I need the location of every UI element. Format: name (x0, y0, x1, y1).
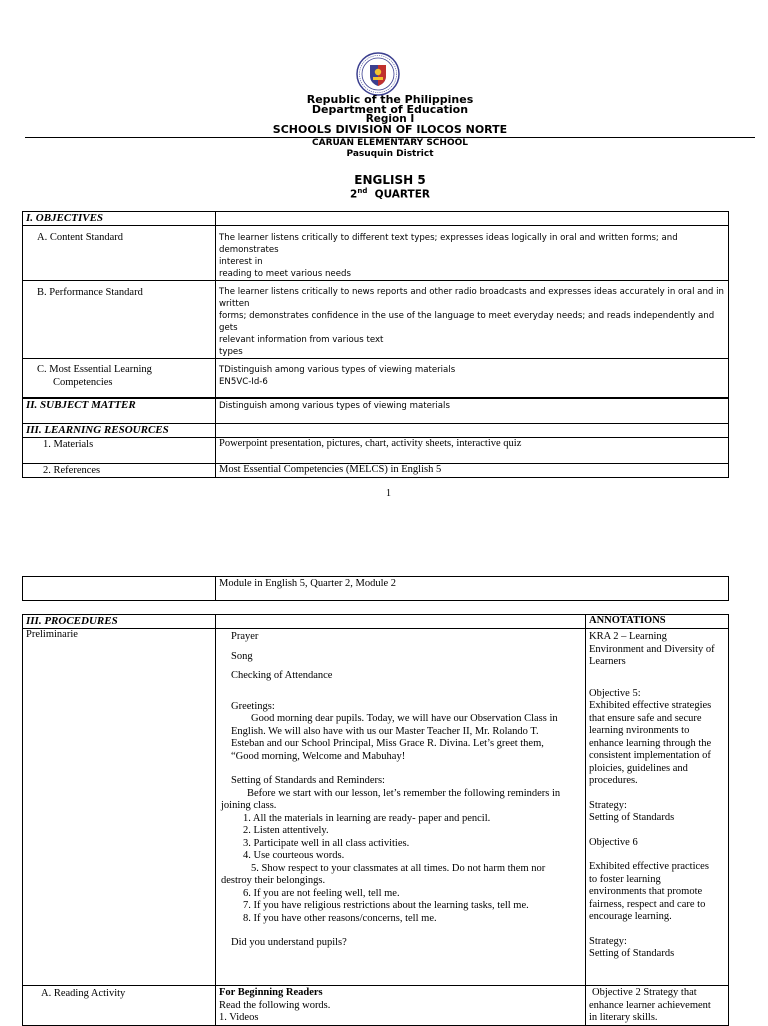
standards-line: Before we start with our lesson, let’s remember the following reminders in (247, 787, 561, 799)
preliminary-annotations (586, 629, 729, 986)
content-standard-line: The learner listens critically to different text types; expresses ideas logically in oral and written forms; and demonstrates (219, 233, 678, 255)
annotation-line: Learners (589, 656, 626, 667)
continuation-blank (23, 577, 216, 601)
reminder-item: destroy their belongings. (221, 875, 326, 886)
procedures-heading-blank (216, 615, 586, 629)
performance-standard-line: relevant information from various text (219, 335, 384, 345)
procedures-heading: III. PROCEDURES (23, 615, 216, 629)
annotation-line: enhance learner achievement (589, 999, 711, 1011)
reminder-item: 1. All the materials in learning are ready- paper and pencil. (243, 812, 491, 824)
reminder-item: 8. If you have other reasons/concerns, tell me. (243, 912, 437, 924)
annotation-line: learning nvironments to (589, 725, 690, 736)
header-division: SCHOOLS DIVISION OF ILOCOS NORTE (272, 123, 508, 136)
reminder-item: 6. If you are not feeling well, tell me. (243, 887, 400, 899)
learning-resources-heading: III. LEARNING RESOURCES (23, 424, 216, 438)
page-number: 1 (386, 488, 391, 499)
annotation-line: ploicies, guidelines and (589, 762, 688, 774)
annotation-objective-6: Objective 6 (589, 836, 638, 848)
quarter-suffix: nd (357, 187, 368, 195)
subject-title: ENGLISH 5 (354, 173, 426, 187)
greetings-label: Greetings: (231, 700, 275, 712)
greetings-line: English. We will also have with us our Master Teacher II, Mr. Rolando T. (231, 725, 539, 737)
reminder-item: 4. Use courteous words. (243, 850, 345, 861)
melc-line: EN5VC-Id-6 (219, 377, 268, 387)
annotation-objective-5: Objective 5: (589, 687, 641, 699)
greetings-line: Good morning dear pupils. Today, we will have our Observation Class in (251, 713, 558, 724)
performance-standard-line: The learner listens critically to news reports and other radio broadcasts and expresses ideas accurately in oral and in written (219, 287, 724, 309)
melc-label-line: Competencies (53, 377, 113, 388)
objectives-heading: I. OBJECTIVES (23, 212, 216, 226)
objectives-table (22, 211, 729, 399)
procedures-table (22, 614, 729, 1026)
standards-label: Setting of Standards and Reminders: (231, 775, 385, 786)
reading-activity-label: A. Reading Activity (23, 986, 216, 1026)
header-republic: Republic of the Philippines (306, 93, 474, 106)
annotations-heading: ANNOTATIONS (586, 615, 729, 629)
melc-label-line: C. Most Essential Learning (37, 364, 152, 375)
greetings-line: “Good morning, Welcome and Mabuhay! (231, 750, 406, 762)
reminder-item: 2. Listen attentively. (243, 825, 329, 836)
continuation-text: Module in English 5, Quarter 2, Module 2 (216, 577, 729, 601)
annotation-line: consistent implementation of (589, 750, 711, 761)
subject-matter-text: Distinguish among various types of viewing materials (216, 398, 729, 424)
understand-question: Did you understand pupils? (231, 937, 347, 948)
performance-standard-text (216, 281, 729, 359)
annotation-line: procedures. (589, 775, 638, 786)
attendance-item: Checking of Attendance (231, 670, 333, 681)
melc-text (216, 359, 729, 399)
materials-label: 1. Materials (23, 438, 216, 464)
melc-line: TDistinguish among various types of viewing materials (219, 365, 456, 375)
annotation-line: Exhibited effective strategies (589, 700, 712, 711)
reminder-item: 5. Show respect to your classmates at all times. Do not harm them nor (251, 862, 546, 874)
annotation-strategy-value: Setting of Standards (589, 812, 675, 823)
subject-matter-heading: II. SUBJECT MATTER (23, 398, 216, 424)
content-standard-label: A. Content Standard (23, 226, 216, 281)
header-department: Department of Education (311, 103, 469, 116)
materials-text: Powerpoint presentation, pictures, chart, activity sheets, interactive quiz (216, 438, 729, 464)
references-label: 2. References (23, 464, 216, 478)
content-standard-line: reading to meet various needs (219, 269, 351, 279)
reminder-item: 7. If you have religious restrictions about the learning tasks, tell me. (243, 900, 529, 911)
header-school: CARUAN ELEMENTARY SCHOOL (312, 138, 468, 148)
reading-heading: For Beginning Readers (219, 987, 323, 998)
header-district: Pasuquin District (346, 149, 434, 159)
deped-seal-logo (356, 52, 400, 96)
objectives-heading-blank (216, 212, 729, 226)
quarter-word: QUARTER (374, 188, 430, 201)
song-item: Song (231, 650, 253, 662)
annotation-line: fairness, respect and care to (589, 898, 706, 910)
annotation-line: Exhibited effective practices (589, 861, 709, 872)
subject-matter-table (22, 397, 729, 478)
content-standard-text (216, 226, 729, 281)
header-region: Region I (365, 113, 415, 125)
standards-line: joining class. (221, 800, 277, 811)
annotation-line: Environment and Diversity of (589, 643, 715, 655)
references-continuation-table (22, 576, 729, 601)
annotation-line: KRA 2 – Learning (589, 631, 667, 642)
greetings-line: Esteban and our School Principal, Miss Grace R. Divina. Let’s greet them, (231, 738, 544, 749)
preliminary-activities (216, 629, 586, 986)
annotation-line: in literary skills. (589, 1012, 658, 1023)
annotation-strategy-value: Setting of Standards (589, 948, 675, 959)
annotation-line: Objective 2 Strategy that (592, 987, 697, 998)
annotation-strategy-label: Strategy: (589, 935, 627, 947)
melc-label (23, 359, 216, 399)
annotation-line: enhance learning through the (589, 737, 712, 749)
reading-line: Read the following words. (219, 999, 331, 1011)
annotation-line: encourage learning. (589, 911, 672, 922)
learning-resources-blank (216, 424, 729, 438)
preliminary-label: Preliminarie (23, 629, 216, 986)
annotation-line: that ensure safe and secure (589, 712, 702, 724)
reading-activity-content (216, 986, 586, 1026)
quarter-number: 2 (350, 188, 358, 201)
performance-standard-line: types (219, 347, 243, 357)
content-standard-line: interest in (219, 257, 263, 267)
quarter-title (0, 188, 768, 200)
performance-standard-label: B. Performance Standard (23, 281, 216, 359)
annotation-line: to foster learning (589, 873, 661, 885)
annotation-strategy-label: Strategy: (589, 799, 627, 811)
reminder-item: 3. Participate well in all class activities. (243, 837, 410, 849)
references-text: Most Essential Competencies (MELCS) in English 5 (216, 464, 729, 478)
prayer-item: Prayer (231, 631, 259, 642)
annotation-line: environments that promote (589, 886, 703, 897)
reading-line: 1. Videos (219, 1012, 259, 1023)
performance-standard-line: forms; demonstrates confidence in the use of the language to meet everyday needs; and reads independently and gets (219, 311, 715, 333)
reading-annotation (586, 986, 729, 1026)
